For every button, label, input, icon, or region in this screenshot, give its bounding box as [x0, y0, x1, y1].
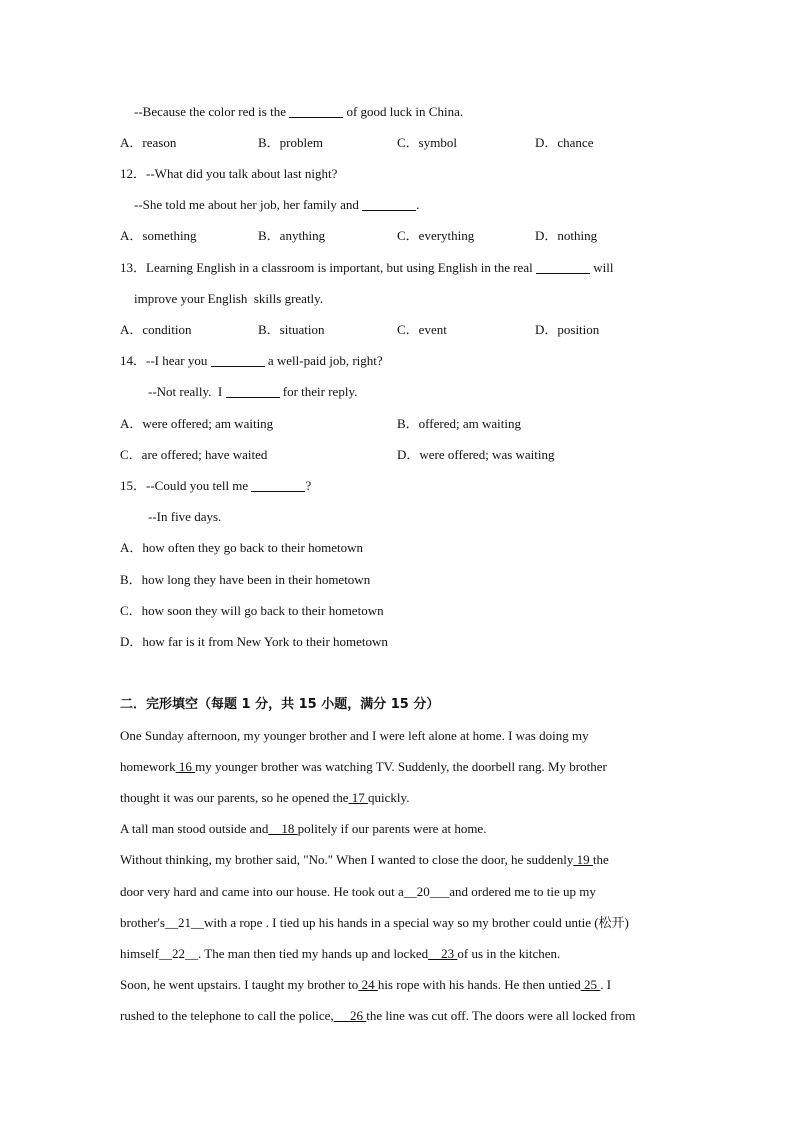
q12-answer-prefix: --She told me about her job, her family and	[134, 197, 363, 212]
passage-text: . I	[600, 977, 612, 992]
q13-line-1	[120, 260, 613, 276]
q11-option-c: C．symbol	[397, 135, 457, 150]
q13-option-d: D．position	[535, 322, 600, 337]
passage-text: his rope with his hands. He then untied	[377, 977, 581, 992]
cloze-blank-23: __23	[428, 946, 458, 961]
q12-option-b: B．anything	[258, 228, 326, 243]
passage-line-4	[120, 821, 486, 837]
passage-line-7	[120, 915, 629, 931]
q14-question-suffix: a well-paid job, right?	[264, 353, 383, 368]
q14-answer-line	[148, 384, 357, 400]
q15-option-d: D．how far is it from New York to their hometown	[120, 634, 388, 649]
cloze-blank-26: __26	[333, 1008, 367, 1023]
passage-text: Without thinking, my brother said, "No." When I wanted to close the door, he suddenly	[120, 852, 574, 867]
q15-question-suffix: ?	[305, 478, 312, 493]
q12-blank	[362, 198, 416, 211]
q11-option-a: A．reason	[120, 135, 177, 150]
q12-question: --What did you talk about last night?	[146, 166, 338, 181]
passage-text: A tall man stood outside and	[120, 821, 269, 836]
passage-text: of us in the kitchen.	[457, 946, 561, 961]
q12-number: 12．	[120, 166, 147, 181]
passage-line-5	[120, 852, 609, 868]
q11-answer-line	[134, 104, 463, 120]
passage-text: my younger brother was watching TV. Suddenly, the doorbell rang. My brother	[195, 759, 607, 774]
q15-option-b: B．how long they have been in their hometown	[120, 572, 371, 587]
passage-line-6	[120, 884, 596, 900]
q13-option-b: B．situation	[258, 322, 325, 337]
q12-option-c: C．everything	[397, 228, 475, 243]
q15-question-line	[120, 478, 311, 494]
cloze-blank-22: __22__	[159, 946, 198, 961]
q14-option-c: C．are offered; have waited	[120, 447, 268, 462]
q11-answer-suffix: of good luck in China.	[343, 104, 464, 119]
passage-text: rushed to the telephone to call the police,	[120, 1008, 334, 1023]
q15-option-c: C．how soon they will go back to their hometown	[120, 603, 384, 618]
cloze-blank-24: 24	[358, 977, 378, 992]
cloze-blank-16: 16	[175, 759, 196, 774]
section-heading: 二．完形填空（每题 1 分，共 15 小题，满分 15 分）	[120, 697, 440, 712]
cloze-blank-17: 17	[348, 790, 369, 805]
q15-option-a: A．how often they go back to their hometown	[120, 540, 363, 555]
q14-blank-2	[226, 385, 280, 398]
q14-answer-prefix: --Not really. I	[148, 384, 226, 399]
q13-number: 13．	[120, 260, 147, 275]
q12-answer-line	[134, 197, 419, 213]
q15-number: 15．	[120, 478, 147, 493]
q12-answer-suffix: .	[416, 197, 420, 212]
q12-question-line	[120, 166, 337, 182]
q14-option-a: A．were offered; am waiting	[120, 416, 274, 431]
passage-text: thought it was our parents, so he opened the	[120, 790, 349, 805]
q13-line-2: improve your English skills greatly.	[134, 291, 324, 306]
cloze-blank-18: __18	[268, 821, 298, 836]
passage-line-3	[120, 790, 409, 806]
q14-answer-suffix: for their reply.	[279, 384, 358, 399]
passage-text: the	[592, 852, 609, 867]
q12-option-a: A．something	[120, 228, 197, 243]
q14-option-b: B．offered; am waiting	[397, 416, 521, 431]
passage-line-2	[120, 759, 607, 775]
passage-line-8	[120, 946, 560, 962]
passage-text: homework	[120, 759, 176, 774]
q11-answer-prefix: --Because the color red is the	[134, 104, 290, 119]
q13-option-a: A．condition	[120, 322, 192, 337]
q15-question-prefix: --Could you tell me	[146, 478, 252, 493]
q15-answer: --In five days.	[148, 509, 222, 524]
cloze-blank-25: 25	[580, 977, 601, 992]
cloze-blank-19: 19	[573, 852, 593, 867]
passage-text: himself	[120, 946, 159, 961]
cloze-blank-21: __21__	[164, 915, 204, 930]
cloze-blank-20: __20___	[403, 884, 450, 899]
q11-blank	[289, 105, 343, 118]
passage-line-9	[120, 977, 611, 993]
passage-text: door very hard and came into our house. He took out a	[120, 884, 404, 899]
q14-question-prefix: --I hear you	[146, 353, 211, 368]
passage-text: brother's	[120, 915, 165, 930]
q14-number: 14．	[120, 353, 147, 368]
passage-text: quickly.	[368, 790, 410, 805]
q11-option-b: B．problem	[258, 135, 323, 150]
passage-text: . The man then tied my hands up and locked	[198, 946, 429, 961]
passage-text: with a rope . I tied up his hands in a special way so my brother could untie (松开)	[203, 915, 629, 930]
q13-option-c: C．event	[397, 322, 447, 337]
q11-option-d: D．chance	[535, 135, 594, 150]
q13-line1-suffix: will	[589, 260, 614, 275]
passage-text: the line was cut off. The doors were all locked from	[366, 1008, 636, 1023]
q13-blank	[536, 261, 590, 274]
passage-line-1: One Sunday afternoon, my younger brother and I were left alone at home. I was doing my	[120, 728, 589, 743]
q13-line1-prefix: Learning English in a classroom is important, but using English in the real	[146, 260, 536, 275]
q14-question-line	[120, 353, 383, 369]
passage-text: Soon, he went upstairs. I taught my brother to	[120, 977, 359, 992]
q14-blank-1	[211, 354, 265, 367]
passage-text: and ordered me to tie up my	[449, 884, 596, 899]
q14-option-d: D．were offered; was waiting	[397, 447, 555, 462]
passage-line-10	[120, 1008, 635, 1024]
q12-option-d: D．nothing	[535, 228, 598, 243]
passage-text: politely if our parents were at home.	[297, 821, 487, 836]
q15-blank	[251, 479, 305, 492]
